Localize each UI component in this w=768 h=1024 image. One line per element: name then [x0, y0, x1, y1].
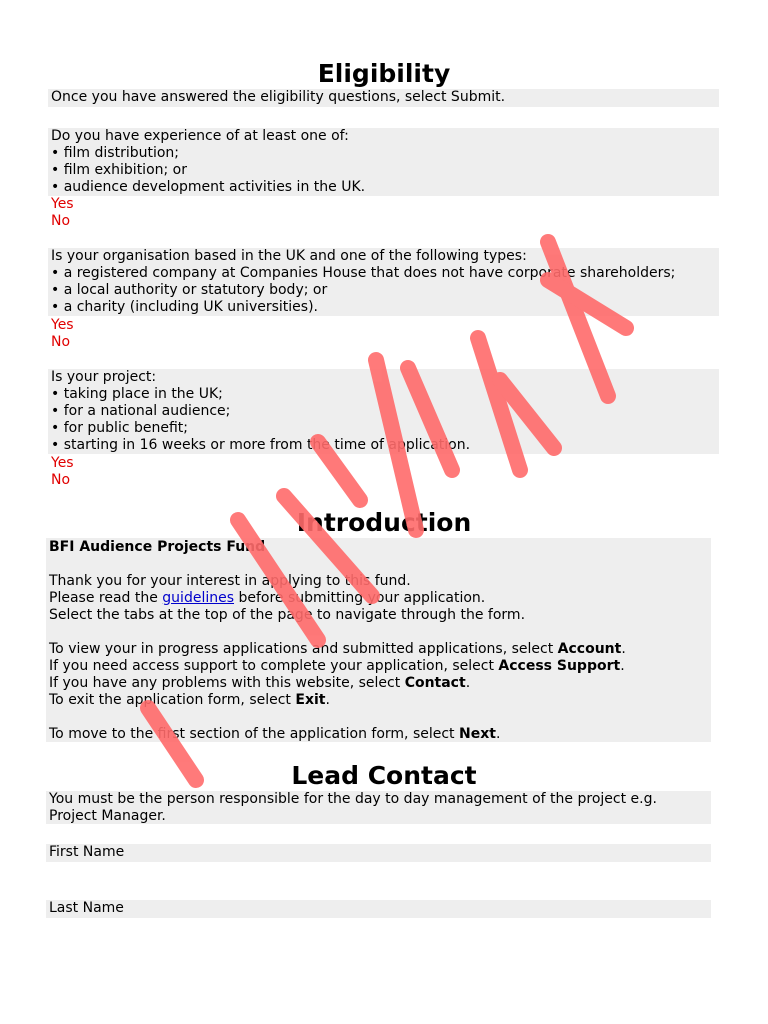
first-name-label: First Name	[49, 844, 125, 860]
question-2-line: • a charity (including UK universities).	[51, 299, 318, 315]
question-3-line: Is your project:	[51, 369, 157, 385]
question-3-yes-option[interactable]: Yes	[51, 455, 74, 471]
question-3-line: • starting in 16 weeks or more from the time of application.	[51, 437, 471, 453]
guidelines-link[interactable]: guidelines	[162, 590, 235, 606]
support-text: If you need access support to complete your application, select Access Support.	[49, 658, 625, 674]
read-guidelines-text: Please read the guidelines before submitting your application.	[49, 590, 486, 606]
lead-contact-description-line: Project Manager.	[49, 808, 166, 824]
introduction-heading: Introduction	[296, 508, 472, 537]
thanks-text: Thank you for your interest in applying to this fund.	[49, 573, 411, 589]
question-1	[48, 128, 719, 196]
question-2-no-option[interactable]: No	[51, 334, 71, 350]
question-1-line: Do you have experience of at least one of:	[51, 128, 349, 144]
eligibility-intro-text: Once you have answered the eligibility questions, select Submit.	[51, 89, 506, 105]
lead-contact-description	[46, 791, 711, 824]
eligibility-heading: Eligibility	[317, 59, 451, 88]
fund-name: BFI Audience Projects Fund	[49, 539, 266, 555]
tabs-text: Select the tabs at the top of the page to navigate through the form.	[49, 607, 526, 623]
question-1-line: • film distribution;	[51, 145, 180, 161]
contact-keyword: Contact	[404, 675, 466, 691]
question-2-line: • a registered company at Companies House that does not have corporate shareholders;	[51, 265, 676, 281]
question-1-line: • film exhibition; or	[51, 162, 188, 178]
next-keyword: Next	[459, 726, 496, 742]
question-2-yes-option[interactable]: Yes	[51, 317, 74, 333]
question-3-line: • for a national audience;	[51, 403, 231, 419]
exit-text: To exit the application form, select Exit.	[49, 692, 330, 708]
question-1-yes-option[interactable]: Yes	[51, 196, 74, 212]
contact-text: If you have any problems with this website, select Contact.	[49, 675, 471, 691]
question-1-no-option[interactable]: No	[51, 213, 71, 229]
account-text: To view your in progress applications and submitted applications, select Account.	[49, 641, 626, 657]
question-3-no-option[interactable]: No	[51, 472, 71, 488]
question-3-line: • for public benefit;	[51, 420, 188, 436]
question-2	[48, 248, 719, 316]
question-3	[48, 369, 719, 454]
lead-contact-heading: Lead Contact	[291, 761, 477, 790]
introduction-panel	[46, 538, 711, 742]
last-name-field[interactable]	[46, 900, 711, 918]
lead-contact-description-line: You must be the person responsible for the day to day management of the project e.g.	[49, 791, 657, 807]
next-text: To move to the first section of the application form, select Next.	[49, 726, 501, 742]
question-1-line: • audience development activities in the UK.	[51, 179, 366, 195]
access-support-keyword: Access Support	[498, 658, 621, 674]
first-name-field[interactable]	[46, 844, 711, 862]
account-keyword: Account	[557, 641, 622, 657]
last-name-label: Last Name	[49, 900, 124, 916]
exit-keyword: Exit	[295, 692, 326, 708]
question-2-line: Is your organisation based in the UK and one of the following types:	[51, 248, 527, 264]
eligibility-intro	[48, 89, 719, 107]
question-3-line: • taking place in the UK;	[51, 386, 223, 402]
question-2-line: • a local authority or statutory body; or	[51, 282, 328, 298]
